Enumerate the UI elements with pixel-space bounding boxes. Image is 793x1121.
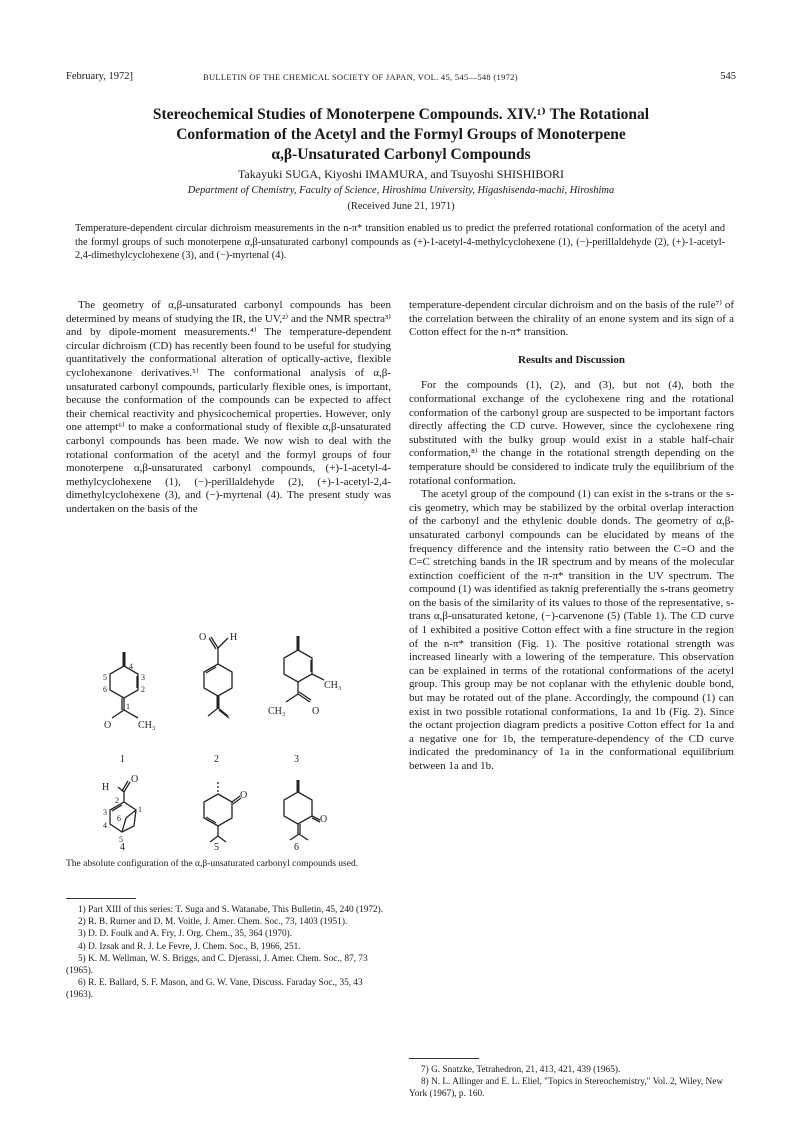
label-h4: H: [102, 782, 110, 793]
footnote: 7) G. Snatzke, Tetrahedron, 21, 413, 421, 439 (1965).: [421, 1065, 621, 1075]
title-line-3: α,β-Unsaturated Carbonyl Compounds: [271, 146, 531, 163]
compound-number-2: 2: [214, 754, 219, 765]
header-page-number: 545: [720, 71, 736, 82]
compound-6-structure: [284, 780, 320, 840]
footnote-divider: [66, 898, 136, 899]
structures-svg: [66, 622, 391, 850]
results-paragraph-1: For the compounds (1), (2), and (3), but not (4), both the conformational exchange of the cyclohexene ring and the rotational conformation of the carbonyl group are suspected to be important factors directly affecting the CD curve. However, since the cyclohexene ring substituted with the bulky group would exist in a stable half-chair conformation,⁸⁾ the change in the rotational strength depending on the temperature should be considered to indicate truly the equilibrium of the rotational conformation.: [409, 379, 734, 487]
authors: Takayuki SUGA, Kiyoshi IMAMURA, and Tsuyoshi SHISHIBORI: [237, 167, 565, 181]
label-ch3-3a: CH₃: [324, 680, 342, 691]
continued-paragraph: temperature-dependent circular dichroism and on the basis of the rule⁷⁾ of the correlation between the chirality of an enone system and its sign of a Cotton effect for the n-π* transition.: [409, 299, 734, 339]
received-date: (Received June 21, 1971): [347, 201, 455, 212]
label-a3: 3: [141, 673, 145, 682]
compound-number-3: 3: [294, 754, 299, 765]
label-a1: 1: [126, 702, 130, 711]
results-paragraph-2: The acetyl group of the compound (1) can exist in the s-trans or the s-cis geometry, which may be stabilized by the orbital overlap interaction of the carbonyl and the ethylenic double donds. The geometry of α,β-unsaturated carbonyl compounds can be elucidated by means of the frequency difference and the intensity ratio between the C=O and the C=C stretching bands in the IR spectrum and by means of the molecular extinction coefficient of the π-π* transition in the UV spectrum. The compound (1) was identified as taknig preferentially the s-trans geometry on the basis of the similarity of its values to those of the representative, s-trans α,β-unsaturated ketone, (−)-carvenone (5) (Table 1). The CD curve of 1 exhibited a positive Cotton effect with a fine structure in the region of the n-π* transition (Fig. 1). The positive rotational strength was increased linearly with a lowering of the temperature. This observation can be explained in terms of the rotational conformations of the acetyl group. This group may be not coplanar with the ethylenic double bond, but may be rotated out of the plane. Accordingly, the compound (1) can exist in two possible rotational conformations, 1a and 1b (Fig. 2). Since the octant projection diagram predicts a positive Cotton effect for 1a and a negative one for 1b, the temperature-dependency of the CD curve indicated the predominancy of 1a in the conformational equilibrium between 1a and 1b.: [409, 488, 734, 772]
label-o3: O: [312, 706, 320, 717]
label-b5: 5: [119, 835, 123, 844]
compound-number-6: 6: [294, 842, 299, 850]
compound-number-1: 1: [120, 754, 125, 765]
label-b4: 4: [103, 821, 107, 830]
label-a5: 5: [103, 673, 107, 682]
label-b2: 2: [115, 796, 119, 805]
affiliation: Department of Chemistry, Faculty of Science, Hiroshima University, Higashisenda-machi, Hiroshima: [187, 185, 615, 196]
footnotes-right: [409, 1058, 734, 1101]
section-heading: Results and Discussion: [518, 353, 625, 366]
label-h2: H: [230, 632, 238, 643]
compound-3-structure: [284, 636, 324, 702]
compound-1-structure: [110, 652, 138, 718]
label-b1: 1: [138, 805, 142, 814]
intro-paragraph: The geometry of α,β-unsaturated carbonyl compounds has been determined by means of studying the IR, the UV,²⁾ and the NMR spectra³⁾ and by dipole-moment measurements.⁴⁾ The temperature-dependent circular dichroism (CD) has recently been found to be useful for studying quantitatively the conformational alteration of optically-active, flexible cyclohexanone derivatives.⁵⁾ The conformational analysis of α,β-unsaturated carbonyl compounds, particularly flexible ones, is important, because the conformation of the compounds can be expected to affect their chemical reactivity and physicochemical properties. However, only one attempt⁶⁾ to make a conformational study of flexible α,β-unsaturated carbonyl compounds has been made. We now wish to deal with the rotational conformation of the acetyl and the formyl groups of four monoterpene α,β-unsaturated carbonyl compounds, (+)-1-acetyl-4-methylcyclohexene (1), (−)-perillaldehyde (2), (+)-1-acetyl-2,4-dimethylcyclohexene (3), and (−)-myrtenal (4). The present study was undertaken on the basis of the: [66, 299, 391, 515]
footnote: 2) R. B. Rurner and D. M. Voitle, J. Amer. Chem. Soc., 73, 1403 (1951).: [78, 917, 348, 928]
footnote: 6) R. E. Ballard, S. F. Mason, and G. W. Vane, Discuss. Faraday Soc., 35, 43 (1963).: [66, 978, 363, 1001]
label-a6: 6: [103, 685, 107, 694]
label-o6: O: [320, 814, 328, 825]
footnote: 4) D. Izsak and R. J. Le Fevre, J. Chem. Soc., B, 1966, 251.: [78, 941, 301, 952]
abstract: Temperature-dependent circular dichroism measurements in the n-π* transition enabled us to predict the preferred rotational conformation of the acetyl and the formyl groups of such monoterpene α,β-unsaturated carbonyl compounds as (+)-1-acetyl-4-methylcyclohexene (1), (−)-perillaldehyde (2), (+)-1-acetyl-2,4-dimethylcyclohexene (3), and (−)-myrtenal (4).: [75, 223, 725, 262]
label-o4: O: [131, 774, 139, 785]
paper-title: [66, 105, 736, 165]
compound-4-structure: [110, 781, 136, 832]
label-a4: 4: [129, 662, 133, 671]
footnotes-left: [66, 898, 391, 1002]
label-o2: O: [199, 632, 207, 643]
label-b3: 3: [103, 808, 107, 817]
right-column: [409, 299, 734, 774]
header-journal: BULLETIN OF THE CHEMICAL SOCIETY OF JAPAN, VOL. 45, 545—548 (1972): [203, 72, 518, 82]
label-b6: 6: [117, 814, 121, 823]
footnote-divider: [409, 1058, 479, 1059]
footnote: 8) N. L. Allinger and E. L. Eliel, "Topics in Stereochemistry," Vol. 2, Wiley, New York (1967), p. 160.: [409, 1077, 724, 1100]
label-ch3-3b: CH₃: [268, 706, 286, 717]
label-o1: O: [104, 720, 112, 731]
left-column: [66, 299, 391, 517]
label-o5: O: [240, 790, 248, 801]
label-a2: 2: [141, 685, 145, 694]
compound-number-4: 4: [120, 842, 125, 850]
label-ch3-1: CH₃: [138, 720, 156, 731]
header-date: February, 1972]: [66, 71, 133, 82]
title-line-1: Stereochemical Studies of Monoterpene Compounds. XIV.¹⁾ The Rotational: [152, 106, 650, 123]
compound-number-5: 5: [214, 842, 219, 850]
compound-2-structure: [204, 637, 232, 718]
footnote: 3) D. D. Foulk and A. Fry, J. Org. Chem., 35, 364 (1970).: [78, 929, 293, 940]
figure-caption: The absolute configuration of the α,β-unsaturated carbonyl compounds used.: [66, 859, 359, 869]
compound-5-structure: [204, 782, 241, 842]
structure-figure: [66, 622, 391, 850]
title-line-2: Conformation of the Acetyl and the Formyl Groups of Monoterpene: [176, 126, 626, 143]
footnote: 5) K. M. Wellman, W. S. Briggs, and C. Djerassi, J. Amer. Chem. Soc., 87, 73 (1965).: [66, 953, 368, 977]
footnote: 1) Part XIII of this series: T. Suga and S. Watanabe, This Bulletin, 45, 240 (1972).: [78, 905, 384, 915]
